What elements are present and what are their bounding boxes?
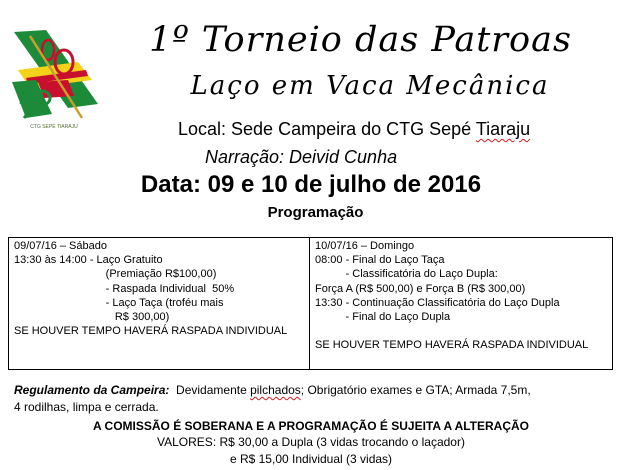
day1-line: SE HOUVER TEMPO HAVERÁ RASPADA INDIVIDUAL [14,325,288,338]
regulation-pilchados-spellcheck: pilchados [250,383,301,397]
logo-caption: CTG SEPÉ TIARAJU [30,124,78,130]
day1-line: - Raspada Individual 50% [14,282,235,295]
event-subtitle: Laço em Vaca Mecânica [190,71,550,101]
location-text: Local: Sede Campeira do CTG Sepé [178,119,476,139]
prices-line-1: VALORES: R$ 30,00 a Dupla (3 vidas trocando o laçador) [157,435,465,449]
prices-line-2: e R$ 15,00 Individual (3 vidas) [229,452,393,466]
day1-line: R$ 300,00) [14,310,170,323]
day2-line: - Final do Laço Dupla [315,310,451,323]
schedule-day2 [315,239,588,353]
day1-line: 09/07/16 – Sábado [14,240,107,252]
commission-notice: A COMISSÃO É SOBERANA E A PROGRAMAÇÃO É SUJEITA A ALTERAÇÃO [92,419,530,433]
schedule-divider [309,237,310,370]
regulation-text: Devidamente [169,383,251,397]
program-heading: Programação [267,204,364,221]
day1-line: - Laço Taça (troféu mais [14,296,224,309]
day1-line: 13:30 às 14:00 - Laço Gratuito [14,254,163,267]
regulation-label: Regulamento da Campeira: [14,383,170,397]
day2-line: 08:00 - Final do Laço Taça [315,254,445,267]
event-title: 1º Torneio das Patroas [149,20,572,60]
day2-line: 13:30 - Continuação Classificatória do Laço Dupla [315,296,560,309]
day2-line: - Classificatória do Laço Dupla: [315,268,498,281]
day2-line: 10/07/16 – Domingo [315,240,415,252]
regulation-line [14,382,531,398]
day1-line: (Premiação R$100,00) [14,268,217,281]
ctg-logo [8,22,100,140]
rio-grande-flag-emblem-icon [8,22,100,140]
day2-line: SE HOUVER TEMPO HAVERÁ RASPADA INDIVIDUAL [315,339,589,352]
day2-line [315,324,588,338]
location-name-spellcheck: Tiaraju [475,119,531,139]
regulation-text-rest: ; Obrigatório exames e GTA; Armada 7,5m, [300,383,531,397]
event-narrator: Narração: Deivid Cunha [205,147,398,167]
regulation-line-2: 4 rodilhas, limpa e cerrada. [14,400,159,414]
event-date: Data: 09 e 10 de julho de 2016 [140,171,482,198]
schedule-day1 [14,239,287,338]
day2-line: Força A (R$ 500,00) e Força B (R$ 300,00) [315,282,526,295]
event-location [178,118,530,140]
